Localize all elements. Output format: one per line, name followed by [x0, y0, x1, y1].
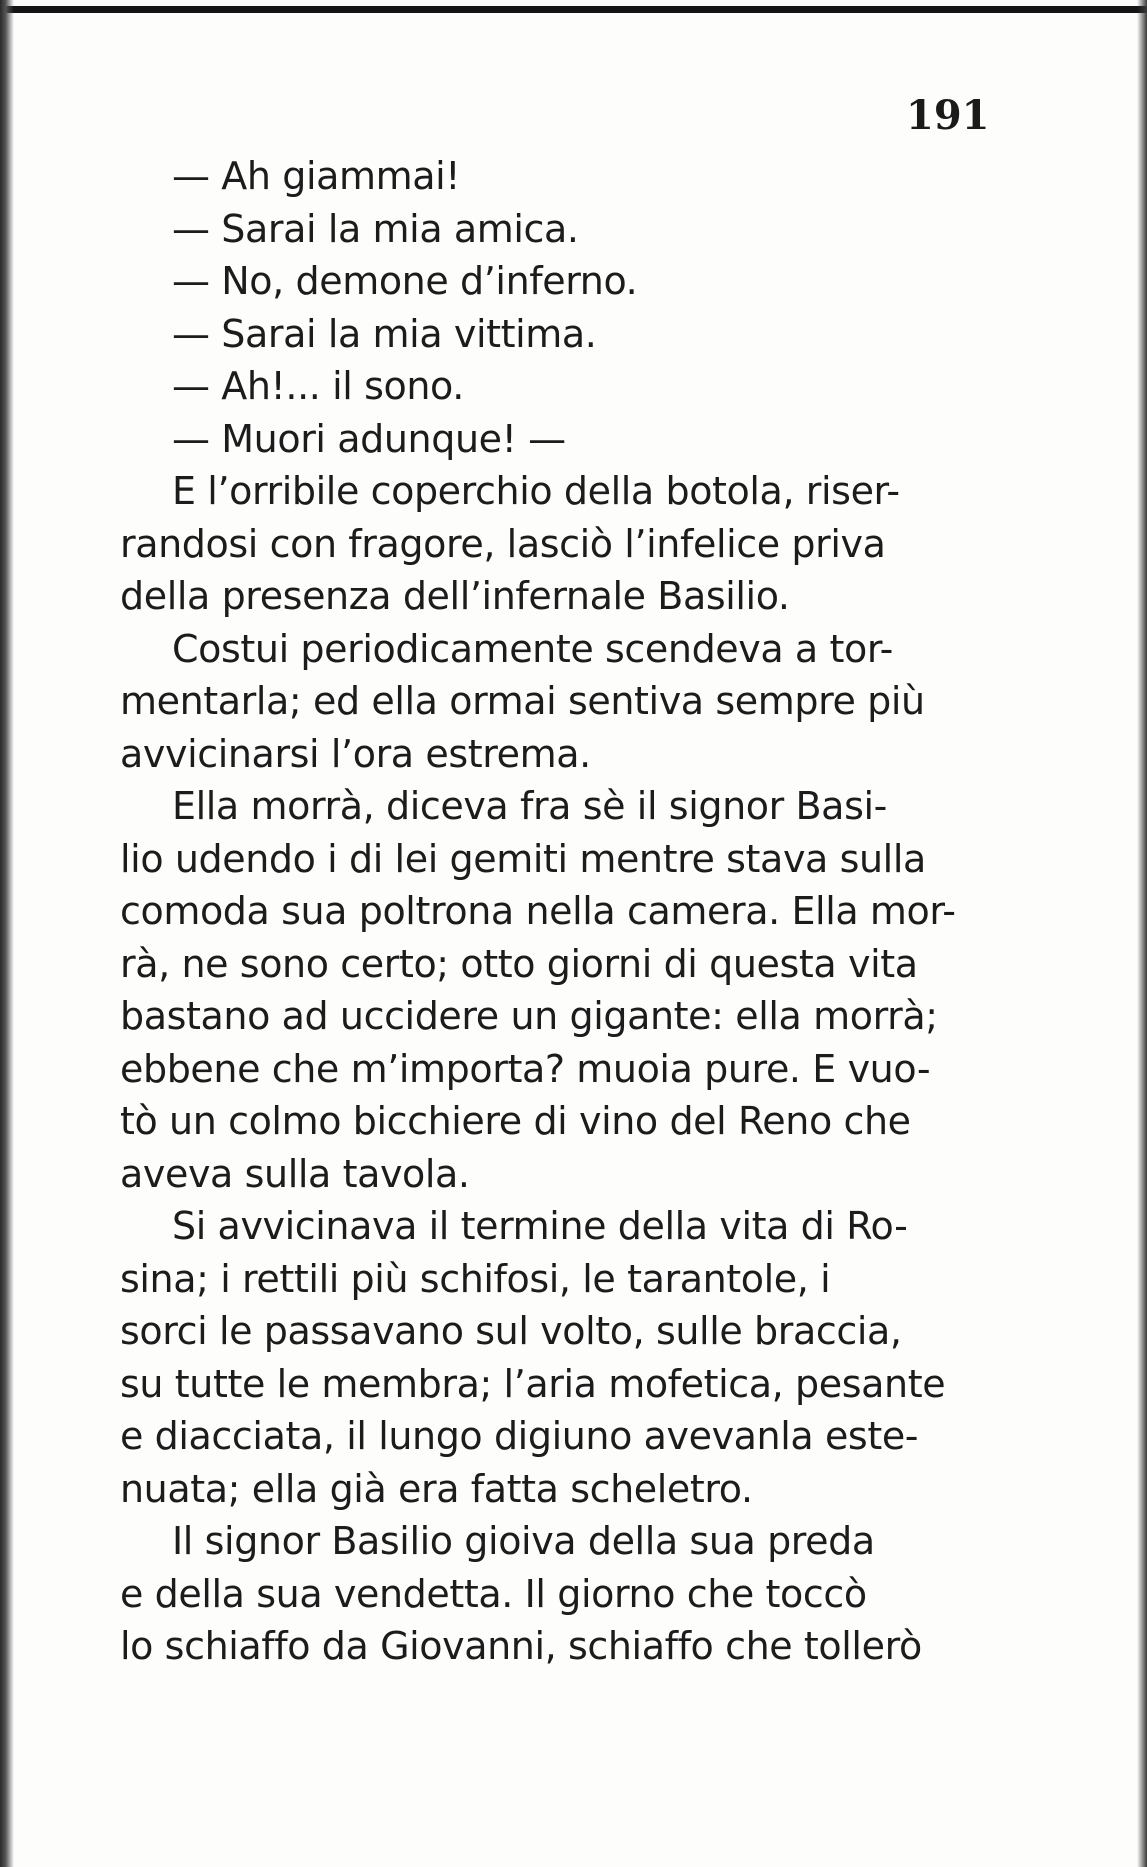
text-line: e diacciata, il lungo digiuno avevanla este- — [120, 1414, 919, 1458]
text-line: — Ah giammai! — [172, 154, 461, 198]
text-line: sorci le passavano sul volto, sulle braccia, — [120, 1309, 902, 1353]
text-line: tò un colmo bicchiere di vino del Reno che — [120, 1099, 911, 1143]
text-line: della presenza dell’infernale Basilio. — [120, 574, 790, 618]
text-line: nuata; ella già era fatta scheletro. — [120, 1466, 753, 1511]
text-line: lo schiaffo da Giovanni, schiaffo che tollerò — [120, 1624, 922, 1668]
text-line: Costui periodicamente scendeva a tor- — [172, 626, 893, 671]
text-line: e della sua vendetta. Il giorno che toccò — [120, 1571, 867, 1616]
text-line: comoda sua poltrona nella camera. Ella mor- — [120, 889, 956, 933]
text-line: sina; i rettili più schifosi, le tarantole, i — [120, 1256, 831, 1301]
text-line: Il signor Basilio gioiva della sua preda — [172, 1519, 875, 1563]
text-line: lio udendo i di lei gemiti mentre stava sulla — [120, 836, 926, 881]
text-line: — Ah!... il sono. — [172, 364, 464, 408]
text-line: randosi con fragore, lasciò l’infelice priva — [120, 521, 886, 566]
text-line: Si avvicinava il termine della vita di Ro- — [172, 1204, 908, 1248]
page-number: 191 — [906, 92, 990, 139]
text-line: su tutte le membra; l’aria mofetica, pesante — [120, 1361, 946, 1406]
left-binding-edge — [0, 0, 14, 1867]
top-border-rule — [0, 6, 1147, 13]
text-line: — Sarai la mia vittima. — [172, 311, 597, 356]
text-line: — Sarai la mia amica. — [172, 206, 579, 251]
right-page-edge — [1137, 0, 1147, 1867]
text-line: Ella morrà, diceva fra sè il signor Basi- — [172, 784, 887, 828]
text-line: aveva sulla tavola. — [120, 1151, 470, 1196]
text-line: — No, demone d’inferno. — [172, 259, 638, 303]
text-line: E l’orribile coperchio della botola, riser- — [172, 469, 900, 513]
body-text — [120, 150, 970, 1673]
text-line: mentarla; ed ella ormai sentiva sempre più — [120, 679, 925, 723]
text-line: rà, ne sono certo; otto giorni di questa vita — [120, 941, 918, 986]
text-line: bastano ad uccidere un gigante: ella morrà; — [120, 994, 938, 1038]
text-line: — Muori adunque! — — [172, 416, 566, 461]
text-line: ebbene che m’importa? muoia pure. E vuo- — [120, 1046, 931, 1091]
text-line: avvicinarsi l’ora estrema. — [120, 731, 591, 776]
